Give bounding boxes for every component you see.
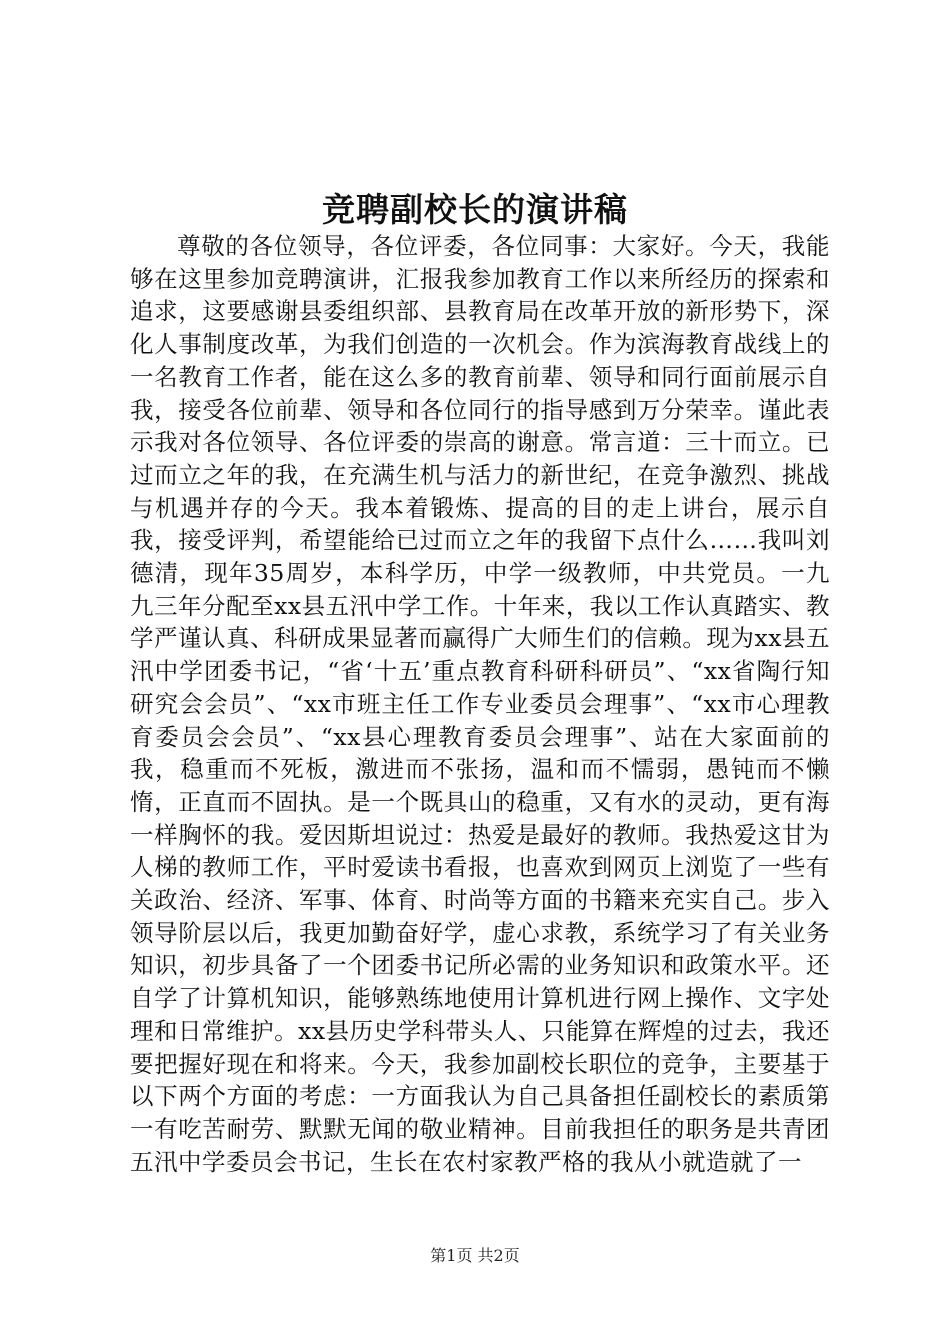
document-title: 竞聘副校长的演讲稿 (322, 190, 628, 229)
page-indicator: 第1页 共2页 (430, 1246, 520, 1265)
document-body-paragraph: 尊敬的各位领导，各位评委，各位同事：大家好。今天，我能够在这里参加竞聘演讲，汇报我参加教育工作以来所经历的探索和追求，这要感谢县委组织部、县教育局在改革开放的新形势下，深化人事制度改革，为我们创造的一次机会。作为滨海教育战线上的一名教育工作者，能在这么多的教育前辈、领导和同行面前展示自我，接受各位前辈、领导和各位同行的指导感到万分荣幸。谨此表示我对各位领导、各位评委的崇高的谢意。常言道：三十而立。已过而立之年的我，在充满生机与活力的新世纪，在竞争激烈、挑战与机遇并存的今天。我本着锻炼、提高的目的走上讲台，展示自我，接受评判，希望能给已过而立之年的我留下点什么……我叫刘德清，现年35周岁，本科学历，中学一级教师，中共党员。一九九三年分配至xx县五汛中学工作。十年来，我以工作认真踏实、教学严谨认真、科研成果显著而赢得广大师生们的信赖。现为xx县五汛中学团委书记，“省‘十五’重点教育科研科研员”、“xx省陶行知研究会会员”、“xx市班主任工作专业委员会理事”、“xx市心理教育委员会会员”、“xx县心理教育委员会理事”、站在大家面前的我，稳重而不死板，激进而不张扬，温和而不懦弱，愚钝而不懒惰，正直而不固执。是一个既具山的稳重，又有水的灵动，更有海一样胸怀的我。爱因斯坦说过：热爱是最好的教师。我热爱这甘为人梯的教师工作，平时爱读书看报，也喜欢到网页上浏览了一些有关政治、经济、军事、体育、时尚等方面的书籍来充实自己。步入领导阶层以后，我更加勤奋好学，虚心求教，系统学习了有关业务知识，初步具备了一个团委书记所必需的业务知识和政策水平。还自学了计算机知识，能够熟练地使用计算机进行网上操作、文字处理和日常维护。xx县历史学科带头人、只能算在辉煌的过去，我还要把握好现在和将来。今天，我参加副校长职位的竞争，主要基于以下两个方面的考虑：一方面我认为自己具备担任副校长的素质第一有吃苦耐劳、默默无闻的敬业精神。目前我担任的职务是共青团五汛中学委员会书记，生长在农村家教严格的我从小就造就了一 (130, 232, 830, 1176)
